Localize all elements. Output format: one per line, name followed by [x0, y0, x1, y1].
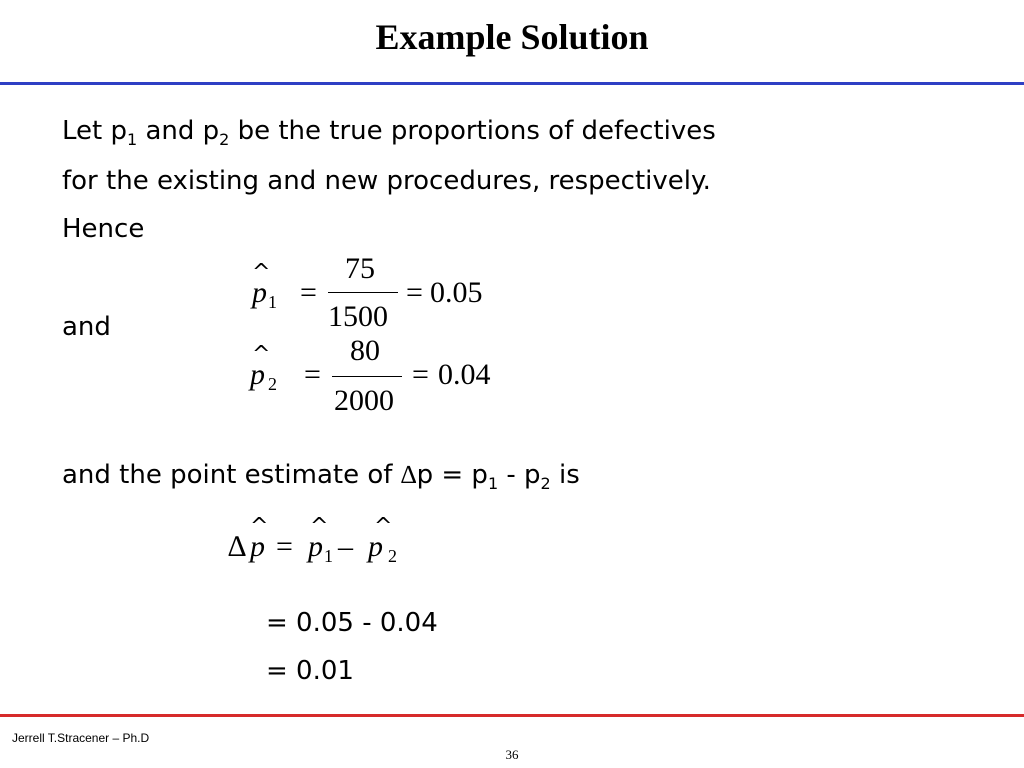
symbol-p1: p: [252, 276, 267, 309]
page-number: 36: [505, 747, 519, 762]
footer-divider: [0, 714, 1024, 717]
intro-line-1: [62, 116, 716, 155]
intro-line-2: for the existing and new procedures, respectively.: [62, 166, 711, 196]
intro-text-b: and p: [137, 116, 220, 146]
delta-eq-sub2: 2: [388, 546, 397, 566]
fraction-bar-2: [332, 376, 402, 377]
fraction-bar-1: [328, 292, 398, 293]
title-divider: [0, 82, 1024, 85]
subscript-p2: 2: [268, 374, 277, 394]
point-sub-2: 2: [540, 474, 551, 494]
symbol-p2: p: [250, 358, 265, 391]
denominator-1500: 1500: [328, 300, 388, 333]
point-text-a: and the point estimate of: [62, 460, 401, 490]
result-0-05: 0.05: [430, 276, 483, 309]
delta-eq-p1: p: [308, 530, 323, 563]
delta-symbol: ∆: [400, 460, 417, 489]
delta-eq-p2: p: [368, 530, 383, 563]
point-text-c: - p: [498, 460, 541, 490]
delta-eq-sub1: 1: [324, 546, 333, 566]
slide-title: Example Solution: [375, 17, 649, 57]
equation-p2-hat: [248, 334, 518, 418]
intro-text-c: be the true proportions of defectives: [229, 116, 716, 146]
hat-delta-p2: ^: [374, 514, 393, 539]
point-sub-1: 1: [487, 474, 499, 494]
equals-2b: =: [412, 358, 429, 391]
hat-delta-p: ^: [250, 514, 269, 539]
delta-eq-equals: =: [276, 530, 293, 563]
result-line-2: = 0.01: [266, 656, 354, 686]
delta-equation: [228, 512, 418, 572]
equation-p1-hat: [250, 252, 510, 336]
intro-sub-2: 2: [219, 130, 230, 150]
delta-eq-symbol: ∆: [228, 530, 247, 563]
point-text-b: p = p: [416, 460, 488, 490]
hat-p1: ^: [252, 260, 271, 285]
result-0-04: 0.04: [438, 358, 491, 391]
intro-text-a: Let p: [62, 116, 127, 146]
intro-line-3: Hence: [62, 214, 145, 244]
hat-delta-p1: ^: [310, 514, 329, 539]
equals-1b: =: [406, 276, 423, 309]
and-label: and: [62, 312, 111, 342]
equals-2a: =: [304, 358, 321, 391]
numerator-75: 75: [345, 252, 375, 285]
subscript-p1: 1: [268, 292, 277, 312]
hat-p2: ^: [252, 342, 271, 367]
numerator-80: 80: [350, 334, 380, 367]
delta-eq-minus: –: [338, 530, 353, 563]
denominator-2000: 2000: [334, 384, 394, 417]
result-line-1: = 0.05 - 0.04: [266, 608, 438, 638]
footer-author: Jerrell T.Stracener – Ph.D: [12, 731, 150, 745]
intro-sub-1: 1: [127, 130, 138, 150]
equals-1a: =: [300, 276, 317, 309]
point-text-d: is: [550, 460, 580, 490]
delta-eq-p: p: [250, 530, 265, 563]
point-estimate-line: [62, 460, 580, 499]
